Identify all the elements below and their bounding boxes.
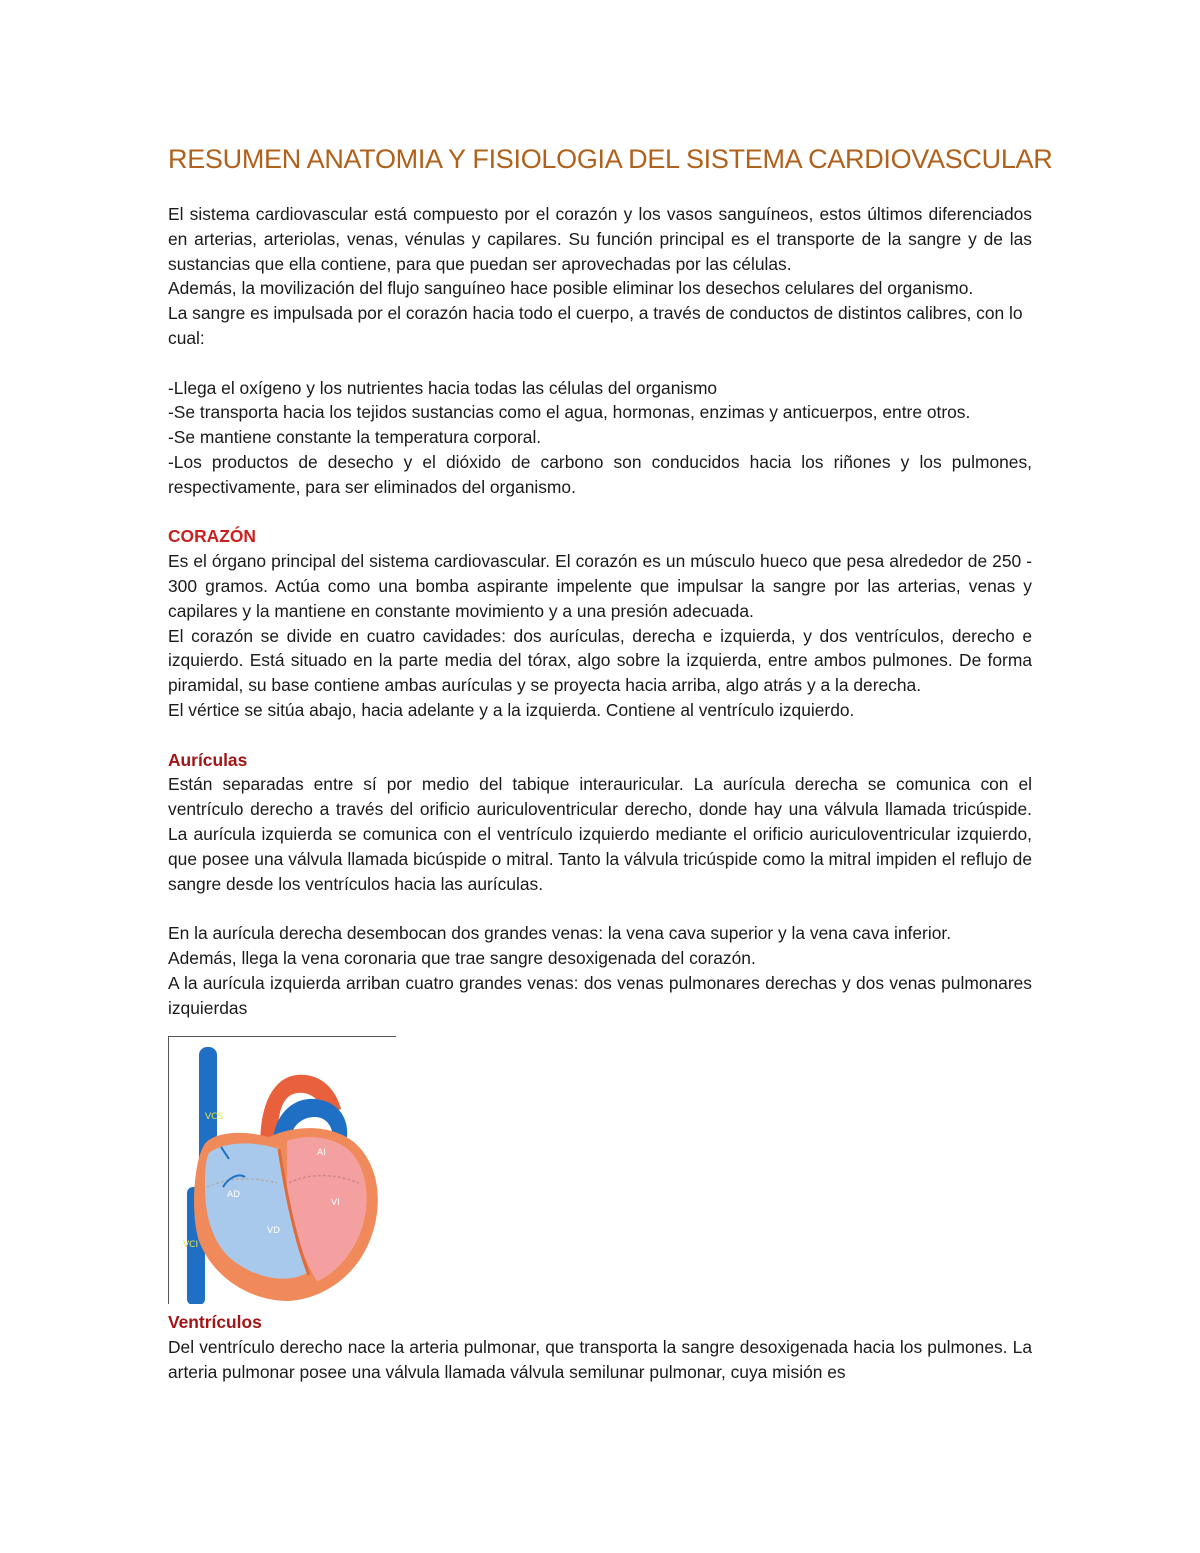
section-heading-corazon: CORAZÓN (168, 526, 256, 547)
auriculas-paragraph: Además, llega la vena coronaria que trae sangre desoxigenada del corazón. (168, 947, 756, 968)
section-heading-ventriculos: Ventrículos (168, 1312, 262, 1333)
intro-section (168, 202, 1032, 351)
corazon-paragraph: El corazón se divide en cuatro cavidades: dos aurículas, derecha e izquierda, y dos ventrículos, derecho e izquierdo. Está situado en la parte media del tórax, algo sobre la izquierda, entre ambos pulmones. De forma piramidal, su base contiene ambas aurículas y se proyecta hacia arriba, algo atrás y a la derecha. (168, 625, 1032, 696)
intro-paragraph: El sistema cardiovascular está compuesto por el corazón y los vasos sanguíneos, estos últimos diferenciados en arterias, arteriolas, venas, vénulas y capilares. Su función principal es el transporte de la sangre y de las sustancias que ella contiene, para que puedan ser aprovechadas por las células. (168, 204, 1032, 274)
list-item: -Llega el oxígeno y los nutrientes hacia todas las células del organismo (168, 377, 718, 398)
intro-paragraph: La sangre es impulsada por el corazón hacia todo el cuerpo, a través de conductos de distintos calibres, con lo cual: (168, 303, 1023, 348)
function-list (168, 376, 1032, 500)
spacer (168, 723, 1032, 748)
label-ai: AI (317, 1148, 326, 1159)
corazon-paragraph: El vértice se sitúa abajo, hacia adelante y a la izquierda. Contiene al ventrículo izquierdo. (168, 699, 855, 720)
auriculas-section (168, 748, 1032, 1021)
section-heading-auriculas: Aurículas (168, 749, 248, 770)
auriculas-paragraph: En la aurícula derecha desembocan dos grandes venas: la vena cava superior y la vena cava inferior. (168, 923, 952, 944)
auriculas-paragraph: Están separadas entre sí por medio del tabique interauricular. La aurícula derecha se comunica con el ventrículo derecho a través del orificio auriculoventricular derecho, donde hay una válvula llamada tricúspide. La aurícula izquierda se comunica con el ventrículo izquierdo mediante el orificio auriculoventricular izquierdo, que posee una válvula llamada bicúspide o mitral. Tanto la válvula tricúspide como la mitral impiden el reflujo de sangre desde los ventrículos hacia las aurículas. (168, 774, 1032, 894)
heart-illustration (169, 1037, 396, 1304)
corazon-paragraph: Es el órgano principal del sistema cardiovascular. El corazón es un músculo hueco que pesa alrededor de 250 - 300 gramos. Actúa como una bomba aspirante impelente que impulsar la sangre por las arterias, venas y capilares y la mantiene en constante movimiento y a una presión adecuada. (168, 551, 1032, 621)
intro-paragraph: Además, la movilización del flujo sanguíneo hace posible eliminar los desechos celulares del organismo. (168, 278, 974, 299)
spacer (168, 896, 1032, 921)
corazon-section (168, 524, 1032, 722)
label-vi: VI (331, 1198, 340, 1209)
label-vci: VCI (183, 1240, 199, 1251)
label-vd: VD (267, 1226, 281, 1237)
label-ad: AD (227, 1190, 241, 1201)
list-item: -Se mantiene constante la temperatura corporal. (168, 427, 542, 448)
ventriculos-section (168, 1310, 1032, 1384)
label-vcs: VCS (205, 1112, 224, 1123)
list-item: -Se transporta hacia los tejidos sustancias como el agua, hormonas, enzimas y anticuerpos, entre otros. (168, 402, 971, 423)
ventriculos-paragraph: Del ventrículo derecho nace la arteria pulmonar, que transporta la sangre desoxigenada hacia los pulmones. La arteria pulmonar posee una válvula llamada válvula semilunar pulmonar, cuya misión es (168, 1337, 1032, 1382)
spacer (168, 351, 1032, 376)
heart-diagram (168, 1036, 396, 1304)
document-title: RESUMEN ANATOMIA Y FISIOLOGIA DEL SISTEMA CARDIOVASCULAR (168, 144, 1053, 174)
spacer (168, 500, 1032, 525)
auriculas-paragraph: A la aurícula izquierda arriban cuatro grandes venas: dos venas pulmonares derechas y dos venas pulmonares izquierdas (168, 972, 1032, 1018)
list-item: -Los productos de desecho y el dióxido de carbono son conducidos hacia los riñones y los pulmones, respectivamente, para ser eliminados del organismo. (168, 451, 1032, 497)
